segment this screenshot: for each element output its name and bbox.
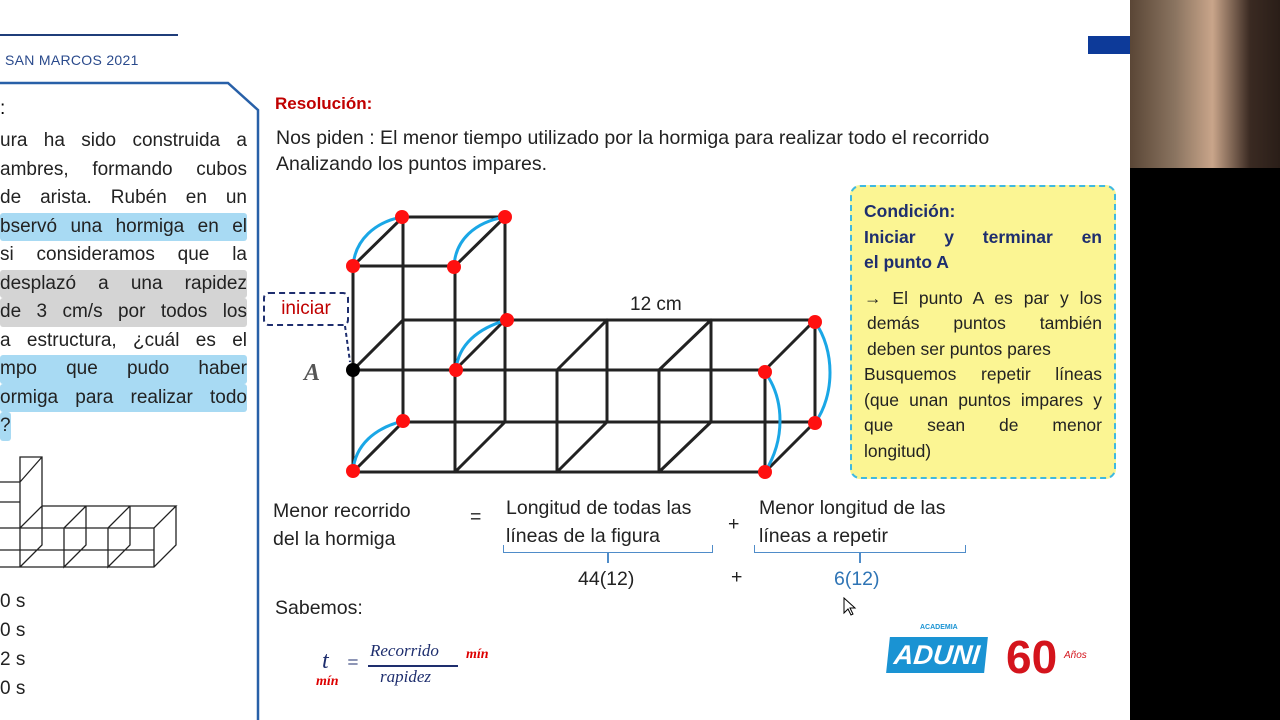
eq-lhs1: Menor recorrido: [273, 500, 411, 522]
formula-numerator: Recorrido: [370, 641, 439, 660]
value-total: 44(12): [578, 568, 635, 590]
resolution-line2: Analizando los puntos impares.: [276, 153, 547, 175]
formula-t: t: [322, 648, 329, 674]
condition-note: longitud): [864, 440, 932, 461]
point-a-label: A: [304, 360, 321, 386]
condition-note: Busquemos repetir líneas: [864, 364, 1102, 384]
condition-note: (que unan puntos impares y: [864, 389, 1102, 410]
option-a[interactable]: 0 s: [0, 591, 26, 612]
formula-equals: =: [346, 652, 360, 674]
condition-text: Iniciar y terminar en: [864, 226, 1102, 247]
value-plus: +: [731, 566, 743, 588]
condition-title: Condición:: [864, 201, 956, 221]
brace-tick: [607, 553, 609, 563]
anniversary-text: Años: [1064, 650, 1087, 661]
condition-box: [850, 185, 1116, 479]
option-b[interactable]: 0 s: [0, 620, 26, 641]
eq-term2a: Menor longitud de las: [759, 497, 946, 519]
condition-note: demás puntos también: [867, 313, 1102, 333]
problem-colon: :: [0, 98, 6, 119]
eq-equals: =: [470, 506, 482, 528]
brace-1: [503, 545, 713, 553]
problem-line: de 3 cm/s por todos los: [0, 298, 247, 327]
mouse-cursor-icon: [843, 597, 857, 617]
webcam-video: [1130, 0, 1280, 168]
problem-line: ormiga para realizar todo: [0, 384, 247, 413]
problem-line: ?: [0, 412, 11, 441]
value-repeat: 6(12): [834, 568, 880, 590]
problem-line: de arista. Rubén en un: [0, 187, 247, 208]
condition-note: que sean de menor: [864, 415, 1102, 435]
problem-line: bservó una hormiga en el: [0, 213, 247, 242]
option-d[interactable]: 0 s: [0, 678, 26, 699]
brace-2: [754, 545, 966, 553]
logo-academia: ACADEMIA: [920, 624, 958, 631]
start-label: iniciar: [263, 292, 349, 326]
eq-term1b: líneas de la figura: [506, 525, 660, 547]
brace-tick: [859, 553, 861, 563]
eq-term1a: Longitud de todas las: [506, 497, 692, 519]
known-label: Sabemos:: [275, 597, 363, 619]
condition-note: deben ser puntos pares: [867, 338, 1051, 359]
formula-numsub: mín: [466, 647, 489, 662]
aduni-logo: ADUNI: [886, 637, 988, 673]
resolution-line1: Nos piden : El menor tiempo utilizado por la hormiga para realizar todo el recorrido: [276, 127, 990, 149]
condition-note: → El punto A es par y los: [864, 287, 1102, 308]
eq-lhs2: del la hormiga: [273, 528, 396, 550]
condition-text: el punto A: [864, 252, 949, 272]
eq-term2b: líneas a repetir: [759, 525, 888, 547]
exam-title: SAN MARCOS 2021: [5, 52, 139, 68]
resolution-title: Resolución:: [275, 94, 373, 113]
formula: [316, 636, 516, 696]
eq-plus: +: [728, 513, 740, 535]
problem-line: ambres, formando cubos: [0, 158, 247, 180]
formula-denominator: rapidez: [380, 667, 431, 686]
problem-line: desplazó a una rapidez: [0, 270, 247, 299]
anniversary-logo: 60: [1006, 631, 1058, 683]
formula-sub: mín: [316, 674, 339, 689]
problem-line: mpo que pudo haber: [0, 355, 247, 384]
problem-line: si consideramos que la: [0, 244, 247, 265]
problem-line: ura ha sido construida a: [0, 130, 247, 151]
option-c[interactable]: 2 s: [0, 649, 26, 670]
length-label: 12 cm: [630, 294, 682, 315]
problem-line: a estructura, ¿cuál es el: [0, 329, 247, 351]
